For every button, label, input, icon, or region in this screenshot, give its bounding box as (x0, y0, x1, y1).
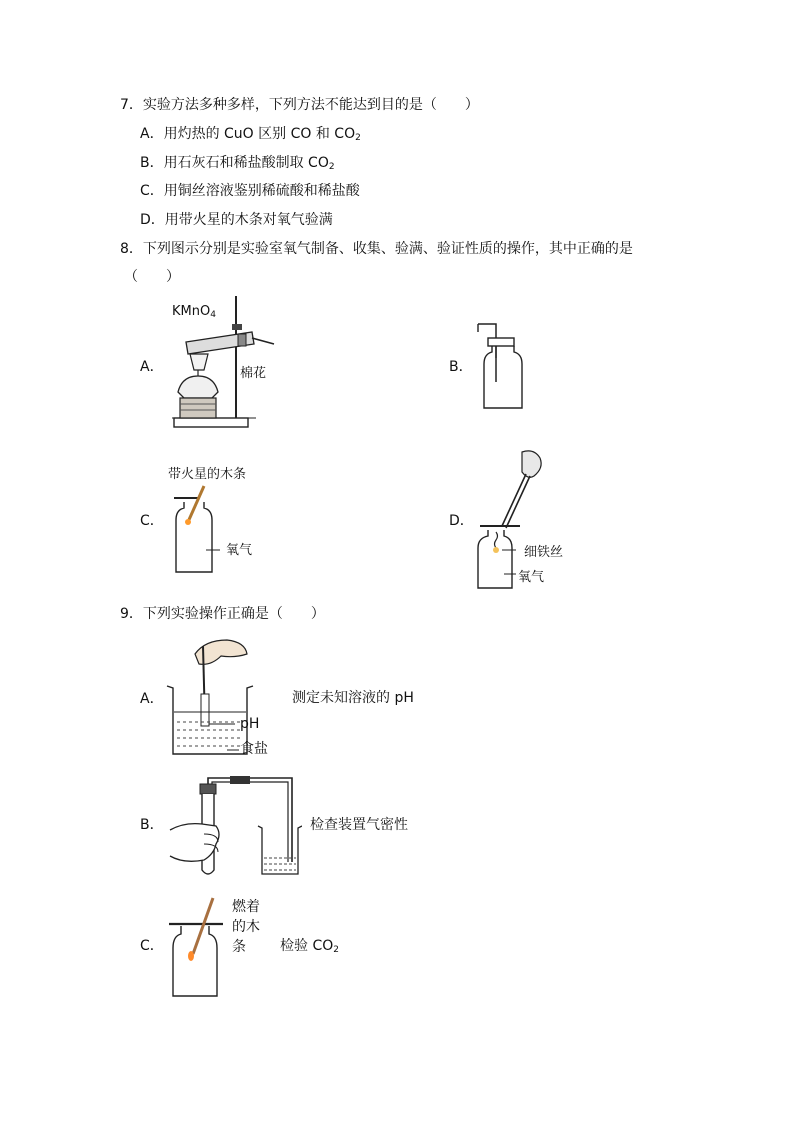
q8-label-c: C． (140, 513, 164, 529)
q9-fig-a-salt-label: 食盐 (240, 741, 268, 757)
q9-fig-a-ph-label: pH (240, 716, 260, 732)
q7-option-b: B．用石灰石和稀盐酸制取 $CO_2$ (140, 155, 335, 172)
q9-label-a: A． (140, 691, 164, 707)
q9-fig-a-caption: 测定未知溶液的 pH (292, 690, 414, 706)
q9-label-c: C． (140, 938, 164, 954)
q8-fig-d-gas-label: 氧气 (518, 570, 545, 585)
q8-fig-a-cotton-label: 棉花 (240, 366, 267, 381)
q8-figure-c-splint-bottle (170, 484, 224, 576)
q7-option-a: A．用灼热的 CuO 区别 CO 和 $CO_2$ (140, 126, 361, 143)
q9-fig-b-caption: 检查装置气密性 (310, 817, 408, 833)
q9-label-b: B． (140, 817, 164, 833)
q8-label-a: A． (140, 359, 164, 375)
q8-figure-b-collection-bottle (470, 322, 530, 412)
q9-figure-b-airtightness-setup (164, 774, 302, 878)
q9-fig-c-burning-label: 燃着 的木 条 (232, 899, 260, 955)
q9-fig-c-caption: 检验 $CO_2$ (280, 938, 339, 955)
q8-label-b: B． (449, 359, 473, 375)
q8-stem: 8．下列图示分别是实验室氧气制备、收集、验满、验证性质的操作，其中正确的是 (120, 241, 633, 257)
q8-fig-d-wire-label: 细铁丝 (524, 545, 564, 560)
q8-fig-a-reagent-label: KMnO$_4$ (172, 304, 216, 320)
q7-option-d: D．用带火星的木条对氧气验满 (140, 212, 333, 228)
q8-fig-c-gas-label: 氧气 (226, 543, 253, 558)
q7-stem: 7．实验方法多种多样，下列方法不能达到目的是（ ） (120, 97, 479, 113)
q9-stem: 9．下列实验操作正确是（ ） (120, 606, 325, 622)
q8-stem-paren: （ ） (124, 269, 180, 285)
q8-fig-c-stick-label: 带火星的木条 (168, 467, 247, 482)
q7-option-c: C．用铜丝溶液鉴别稀硫酸和稀盐酸 (140, 183, 360, 199)
q8-label-d: D． (449, 513, 474, 529)
